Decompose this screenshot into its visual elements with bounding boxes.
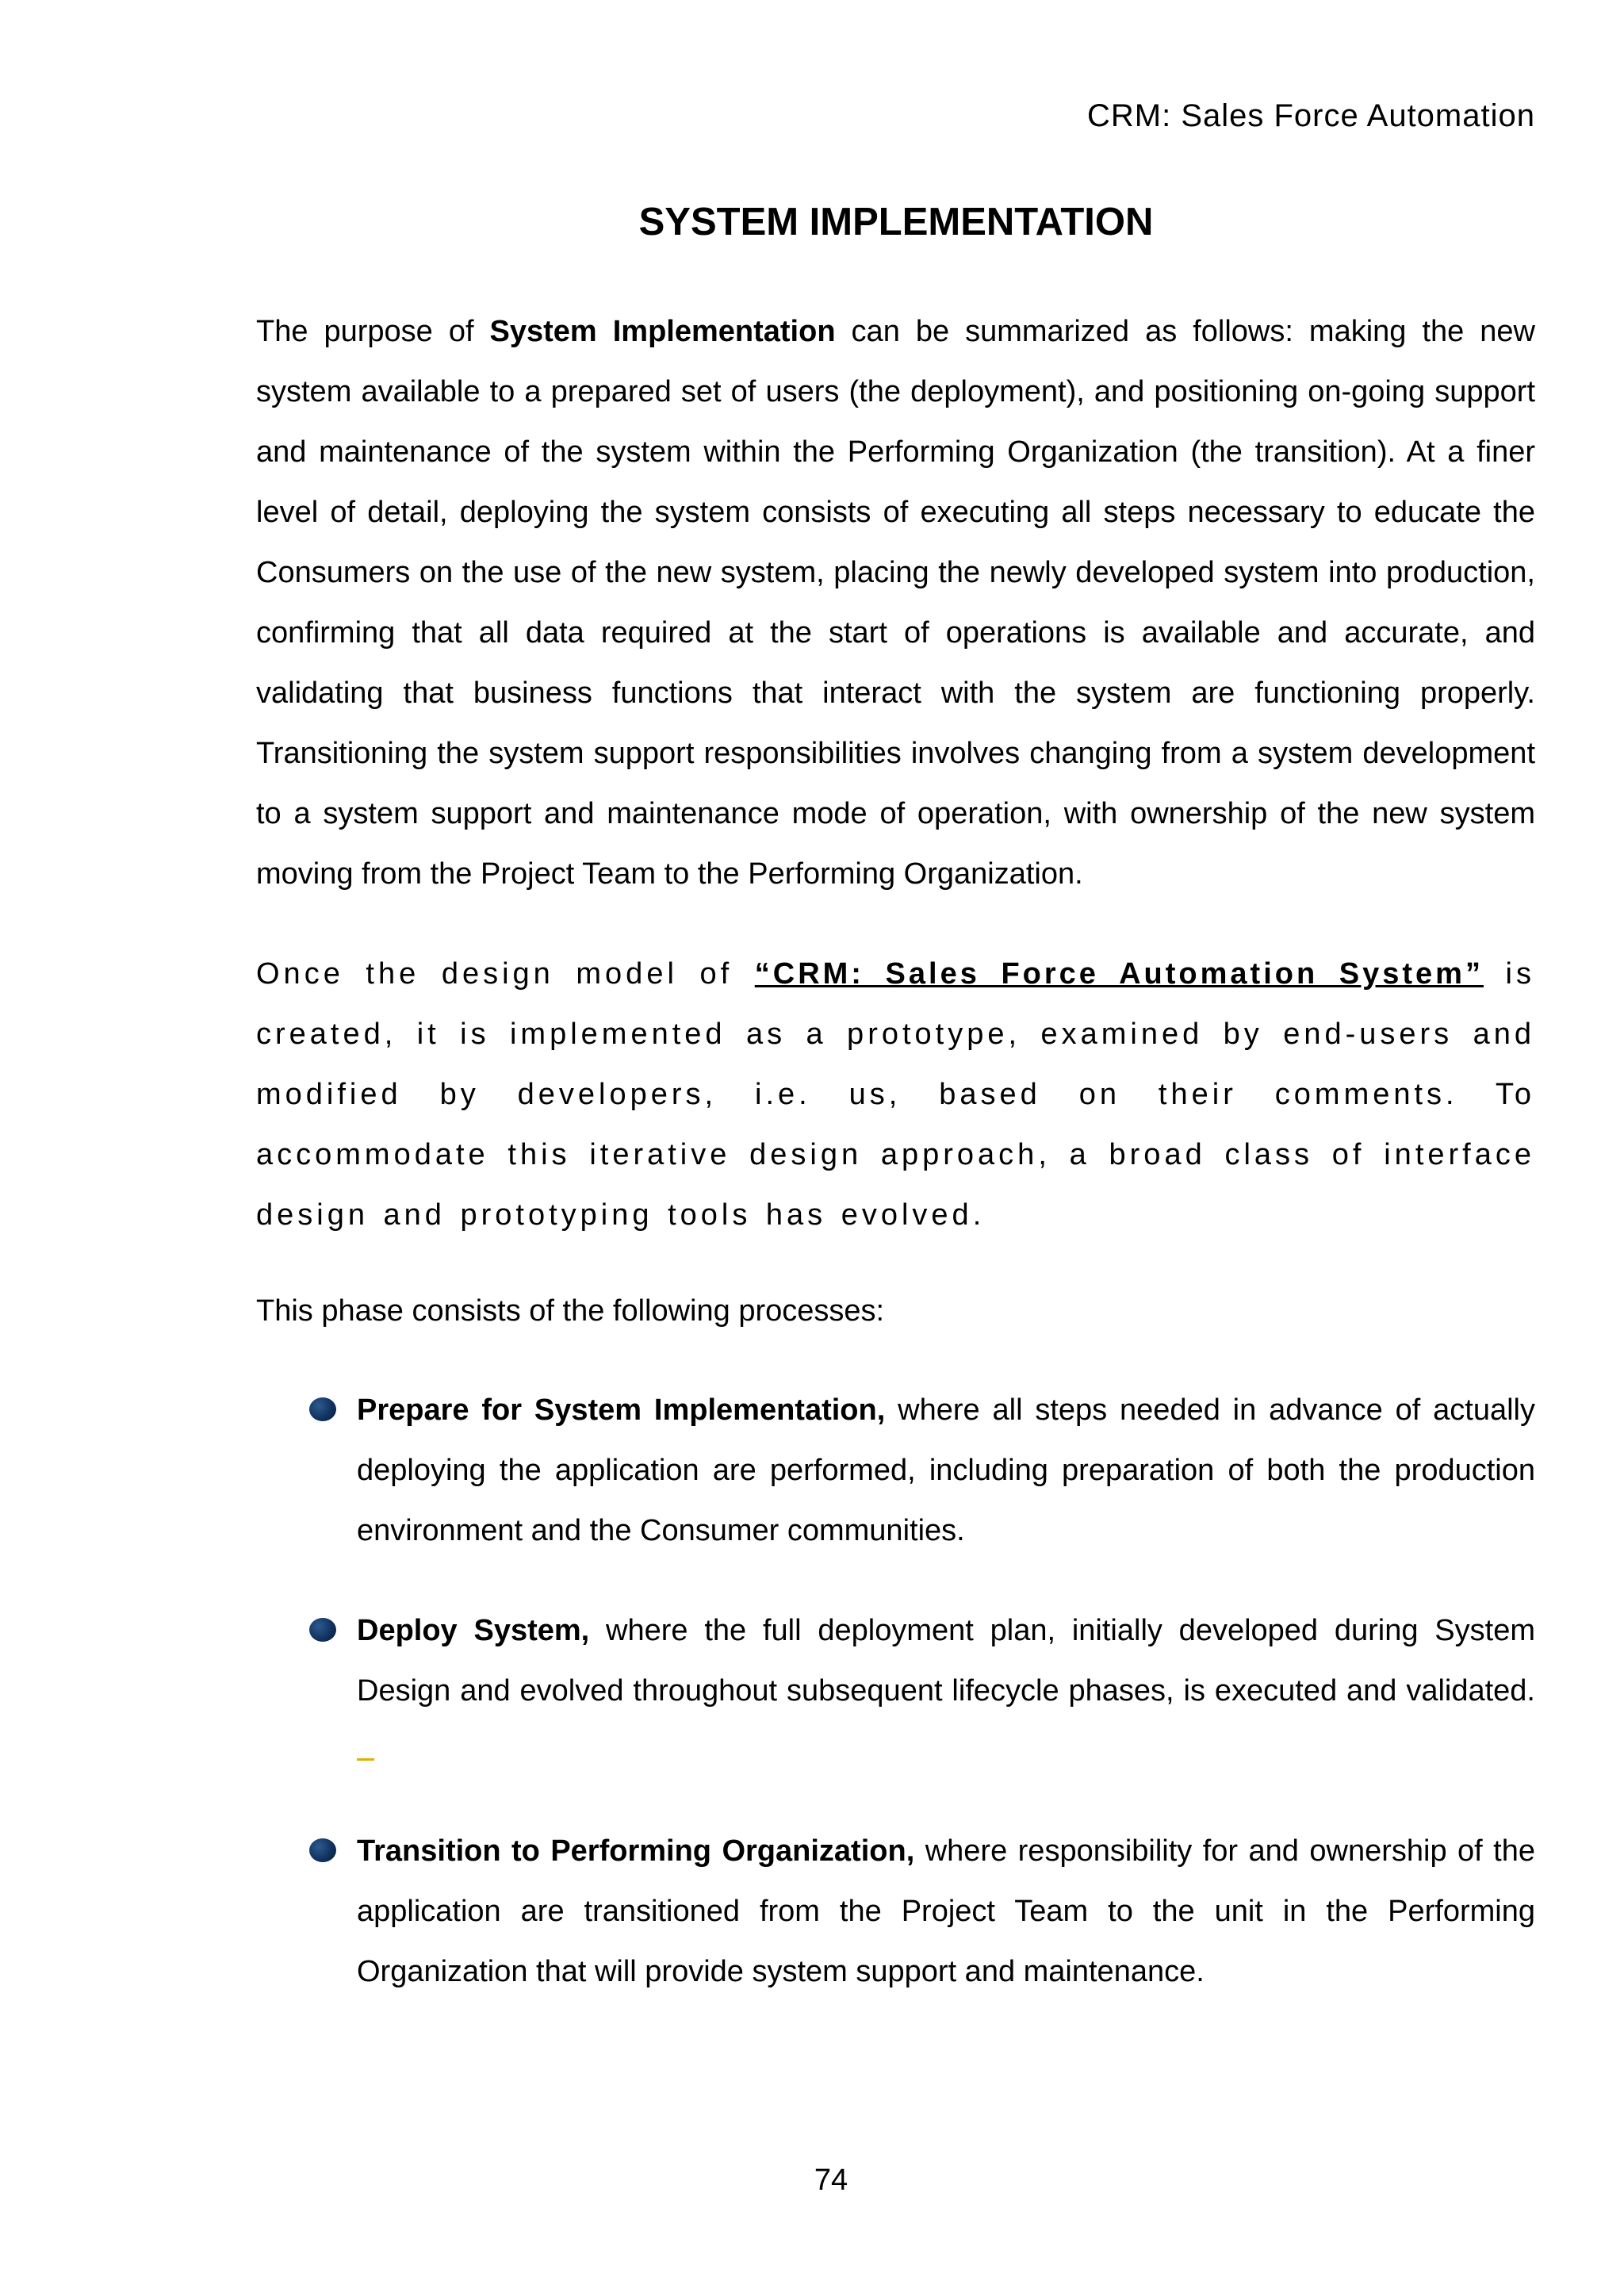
process-description: where all steps needed in advance of actually deploying the application are performed, including preparation of both the production environment and the Consumer communities.	[357, 1393, 1536, 1547]
page-number: 74	[814, 2164, 848, 2197]
bullet-icon	[309, 1838, 336, 1862]
purpose-bold-term: System Implementation	[489, 315, 836, 348]
process-description: where responsibility for and ownership of the application are transitioned from the Project Team to the unit in the Performing Organization that will provide system support and maintenance.	[357, 1834, 1535, 1988]
process-description: where the full deployment plan, initially developed during System Design and evolved throughout subsequent lifecycle phases, is executed and validated.	[357, 1614, 1536, 1708]
design-model-lead: Once the design model of	[256, 957, 755, 991]
phase-intro-paragraph: This phase consists of the following processes:	[256, 1294, 885, 1328]
bullet-icon	[309, 1397, 336, 1421]
page-title: SYSTEM IMPLEMENTATION	[638, 201, 1154, 243]
purpose-body: can be summarized as follows: making the new system available to a prepared set of users (the deployment), and positioning on-going support and maintenance of the system within the Performing Organization (the transition). At a finer level of detail, deploying the system consists of executing all steps necessary to educate the Consumers on the use of the new system, placing the newly developed system into production, confirming that all data required at the start of operations is available and accurate, and validating that business functions that interact with the system are functioning properly. Transitioning the system support responsibilities involves changing from a system development to a system support and maintenance mode of operation, with ownership of the new system moving from the Project Team to the Performing Organization.	[256, 315, 1535, 891]
process-name: Transition to Performing Organization,	[357, 1834, 915, 1868]
process-item-transition	[306, 1821, 1535, 2002]
process-item-prepare	[306, 1380, 1535, 1561]
process-name: Prepare for System Implementation,	[357, 1393, 886, 1427]
edit-mark-icon	[357, 1734, 374, 1761]
system-name-link[interactable]: “CRM: Sales Force Automation System”	[754, 957, 1484, 991]
design-model-body: is created, it is implemented as a prototype, examined by end-users and modified by developers, i.e. us, based on their comments. To accommodate this iterative design approach, a broad class of interface design and prototyping tools has evolved.	[256, 957, 1535, 1232]
purpose-paragraph	[256, 301, 1535, 904]
running-header: CRM: Sales Force Automation	[1087, 98, 1535, 133]
process-list	[306, 1380, 1535, 2041]
design-model-paragraph	[256, 944, 1535, 1245]
process-item-deploy	[306, 1600, 1535, 1781]
process-name: Deploy System,	[357, 1614, 590, 1647]
purpose-lead: The purpose of	[256, 315, 490, 348]
bullet-icon	[309, 1618, 336, 1642]
